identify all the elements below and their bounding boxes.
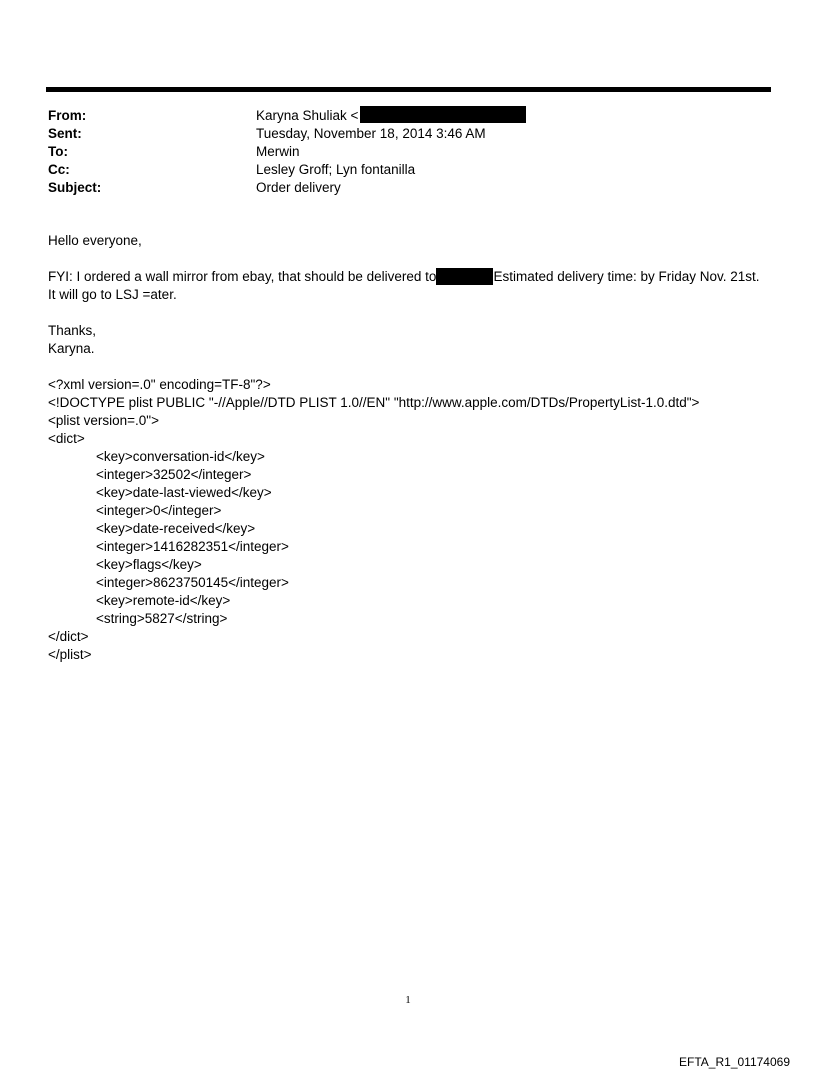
plist-line: <dict> [48,431,85,446]
sent-label: Sent: [48,126,82,141]
from-name: Karyna Shuliak < [256,108,359,123]
plist-block [48,376,778,664]
plist-line: <key>remote-id</key> [96,593,231,608]
fyi-line [48,268,778,286]
cc-value: Lesley Groff; Lyn fontanilla [256,162,416,177]
to-label: To: [48,144,68,159]
greeting-line: Hello everyone, [48,233,142,248]
plist-line: <integer>0</integer> [96,503,222,518]
signature-line: Karyna. [48,341,95,356]
paragraph-gap [48,358,778,376]
plist-line: <key>flags</key> [96,557,202,572]
plist-line: <key>date-received</key> [96,521,256,536]
paragraph-gap [48,250,778,268]
sent-row [48,125,768,143]
subject-row [48,179,768,197]
cc-row [48,161,768,179]
plist-line: <integer>1416282351</integer> [96,539,289,554]
subject-value: Order delivery [256,180,341,195]
email-body [48,232,778,664]
subject-label: Subject: [48,180,102,195]
page-number: 1 [405,994,411,1006]
sent-value: Tuesday, November 18, 2014 3:46 AM [256,126,486,141]
from-value [256,107,526,125]
plist-line: <integer>8623750145</integer> [96,575,289,590]
cc-label: Cc: [48,162,70,177]
plist-line: </dict> [48,629,89,644]
redacted-address-block [436,268,493,285]
from-label: From: [48,108,87,123]
plist-line: <string>5827</string> [96,611,228,626]
to-value: Merwin [256,144,300,159]
plist-line: <key>conversation-id</key> [96,449,265,464]
paragraph-gap [48,304,778,322]
fyi-line-2: It will go to LSJ =ater. [48,287,177,302]
plist-line: <key>date-last-viewed</key> [96,485,272,500]
header-divider [46,87,771,92]
plist-line: <integer>32502</integer> [96,467,252,482]
thanks-line: Thanks, [48,323,97,338]
fyi-text-before: FYI: I ordered a wall mirror from ebay, that should be delivered to [48,269,437,284]
fyi-text-after: Estimated delivery time: by Friday Nov. 21st. [493,269,760,284]
document-id: EFTA_R1_01174069 [679,1055,790,1069]
plist-line: </plist> [48,647,92,662]
redacted-email-block [360,106,526,123]
plist-line: <plist version=.0"> [48,413,159,428]
plist-line: <?xml version=.0" encoding=TF-8"?> [48,377,271,392]
from-row [48,107,768,125]
email-header [48,107,768,197]
plist-line: <!DOCTYPE plist PUBLIC "-//Apple//DTD PLIST 1.0//EN" "http://www.apple.com/DTDs/PropertyList-1.0.dtd"> [48,395,700,410]
to-row [48,143,768,161]
